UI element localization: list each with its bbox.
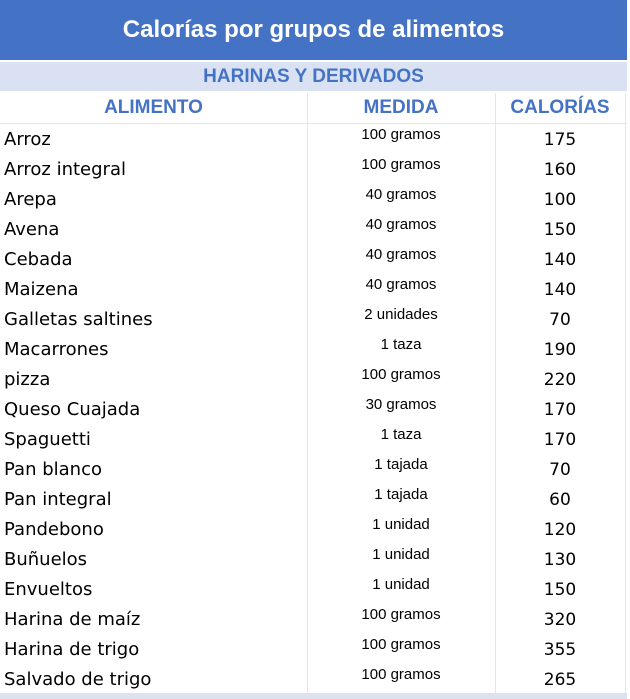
table-row xyxy=(0,304,627,334)
table-row xyxy=(0,634,627,664)
calories-cell: 170 xyxy=(543,430,577,450)
measure-cell: 100 gramos xyxy=(361,636,441,653)
table-row xyxy=(0,154,627,184)
measure-cell: 40 gramos xyxy=(365,276,437,293)
food-name-cell: Pan integral xyxy=(4,489,112,510)
food-name-cell: Spaguetti xyxy=(4,429,91,450)
table-row xyxy=(0,364,627,394)
measure-cell: 1 unidad xyxy=(372,576,430,593)
food-name-cell: Arepa xyxy=(4,189,57,210)
column-header-food: ALIMENTO xyxy=(104,97,203,118)
measure-cell: 1 unidad xyxy=(372,546,430,563)
table-row xyxy=(0,664,627,694)
calories-cell: 140 xyxy=(543,250,577,270)
calories-cell: 140 xyxy=(543,280,577,300)
calories-cell: 265 xyxy=(543,670,577,690)
calories-cell: 70 xyxy=(549,310,571,330)
column-header-calories: CALORÍAS xyxy=(510,97,610,118)
measure-cell: 100 gramos xyxy=(361,606,441,623)
calories-cell: 320 xyxy=(543,610,577,630)
measure-cell: 100 gramos xyxy=(361,366,441,383)
table-title: Calorías por grupos de alimentos xyxy=(0,0,627,60)
table-row xyxy=(0,514,627,544)
table-row xyxy=(0,244,627,274)
food-name-cell: Queso Cuajada xyxy=(4,399,141,420)
measure-cell: 100 gramos xyxy=(361,666,441,683)
calories-cell: 100 xyxy=(543,190,577,210)
food-name-cell: Envueltos xyxy=(4,579,93,600)
measure-cell: 100 gramos xyxy=(361,156,441,173)
calories-cell: 355 xyxy=(543,640,577,660)
calories-cell: 150 xyxy=(543,220,577,240)
group-heading: HARINAS Y DERIVADOS xyxy=(0,62,627,91)
food-name-cell: Pan blanco xyxy=(4,459,102,480)
table-row xyxy=(0,484,627,514)
table-row xyxy=(0,394,627,424)
measure-cell: 1 unidad xyxy=(372,516,430,533)
calories-cell: 160 xyxy=(543,160,577,180)
table-row xyxy=(0,544,627,574)
measure-cell: 30 gramos xyxy=(365,396,437,413)
table-row xyxy=(0,184,627,214)
calories-cell: 190 xyxy=(543,340,577,360)
measure-cell: 1 tajada xyxy=(374,456,428,473)
table-row xyxy=(0,214,627,244)
column-header-row xyxy=(0,93,627,124)
measure-cell: 2 unidades xyxy=(364,306,438,323)
table-row xyxy=(0,334,627,364)
food-name-cell: Cebada xyxy=(4,249,73,270)
food-name-cell: Buñuelos xyxy=(4,549,88,570)
table-row xyxy=(0,274,627,304)
table-row xyxy=(0,124,627,154)
measure-cell: 1 taza xyxy=(380,426,422,443)
food-name-cell: Macarrones xyxy=(4,339,109,360)
food-name-cell: Arroz integral xyxy=(4,159,126,180)
table-row xyxy=(0,604,627,634)
food-name-cell: pizza xyxy=(4,369,51,390)
table-row xyxy=(0,424,627,454)
measure-cell: 100 gramos xyxy=(361,126,441,143)
measure-cell: 40 gramos xyxy=(365,216,437,233)
measure-cell: 40 gramos xyxy=(365,246,437,263)
calories-cell: 175 xyxy=(543,130,577,150)
food-name-cell: Avena xyxy=(4,219,60,240)
measure-cell: 1 tajada xyxy=(374,486,428,503)
calories-cell: 150 xyxy=(543,580,577,600)
calories-cell: 170 xyxy=(543,400,577,420)
calories-cell: 120 xyxy=(543,520,577,540)
food-name-cell: Maizena xyxy=(4,279,79,300)
table-row xyxy=(0,574,627,604)
table-bottom-border xyxy=(0,693,627,699)
food-name-cell: Galletas saltines xyxy=(4,309,153,330)
measure-cell: 1 taza xyxy=(380,336,422,353)
calories-cell: 130 xyxy=(543,550,577,570)
column-header-measure: MEDIDA xyxy=(363,97,439,118)
food-name-cell: Harina de trigo xyxy=(4,639,140,660)
calories-cell: 220 xyxy=(543,370,577,390)
measure-cell: 40 gramos xyxy=(365,186,437,203)
food-name-cell: Arroz xyxy=(4,129,51,150)
food-name-cell: Pandebono xyxy=(4,519,104,540)
calories-cell: 70 xyxy=(549,460,571,480)
table-row xyxy=(0,454,627,484)
calories-cell: 60 xyxy=(549,490,571,510)
food-name-cell: Harina de maíz xyxy=(4,609,141,630)
table-body xyxy=(0,124,627,694)
food-name-cell: Salvado de trigo xyxy=(4,669,152,690)
